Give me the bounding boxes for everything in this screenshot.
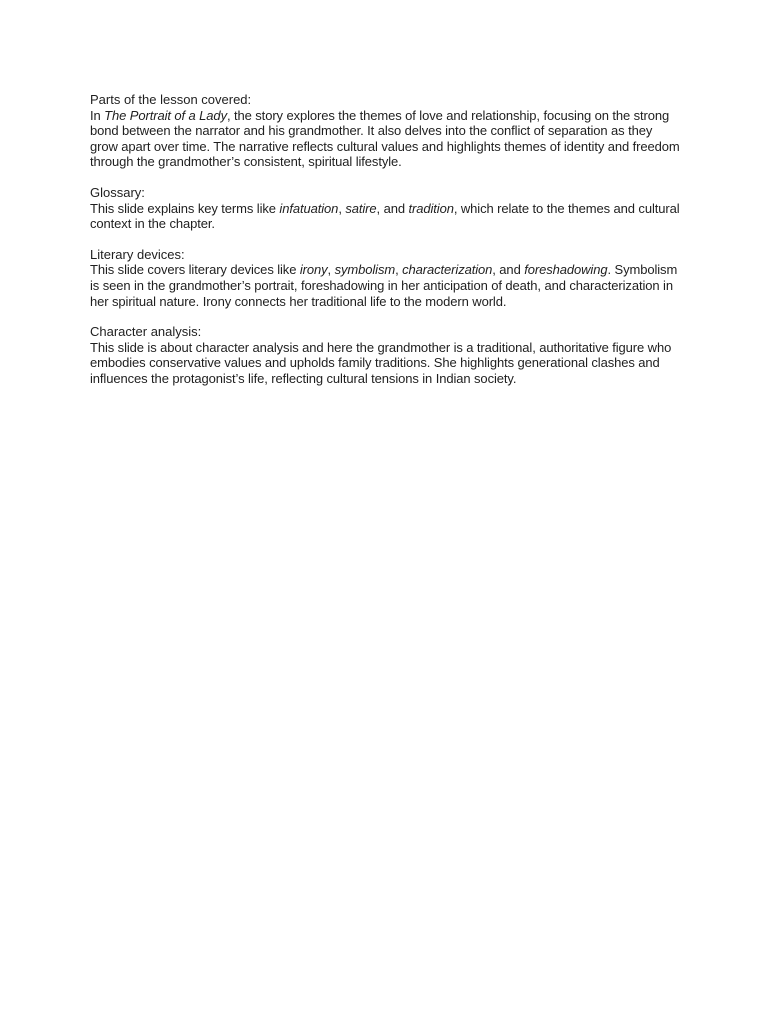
body-text: . Symbolism is seen in the grandmother’s portrait, foreshadowing in her anticipation of death, and characterization in her spiritual nature. Irony connects her traditional life to the modern world. [90, 262, 678, 309]
section-character-analysis [90, 324, 682, 386]
section-heading: Parts of the lesson covered: [90, 92, 252, 107]
body-text-italic: characterization [402, 262, 493, 278]
body-text: , [338, 200, 346, 216]
body-text: , which relate to the themes and cultural context in the chapter. [90, 200, 680, 232]
body-text: This slide explains key terms like [90, 200, 280, 216]
body-text: , the story explores the themes of love and relationship, focusing on the strong bond between the narrator and his grandmother. It also delves into the conflict of separation as they grow apart over time. The narrative reflects cultural values and highlights themes of identity and freedom through the grandmother’s consistent, spiritual lifestyle. [90, 107, 680, 170]
section-body [90, 108, 682, 170]
body-text: , [395, 262, 403, 278]
section-lesson-covered [90, 92, 682, 170]
body-text: , and [492, 262, 525, 278]
section-heading: Glossary: [90, 184, 145, 200]
body-text: In [90, 107, 105, 123]
body-text-italic: tradition [408, 200, 454, 216]
section-body [90, 340, 682, 387]
section-heading: Character analysis: [90, 324, 202, 340]
body-text: , [327, 262, 335, 278]
body-text: This slide covers literary devices like [90, 262, 300, 278]
body-text: , and [376, 200, 409, 216]
body-text-italic: irony [299, 262, 328, 278]
section-body [90, 201, 682, 232]
section-glossary [90, 185, 682, 232]
body-text-italic: symbolism [334, 262, 396, 278]
body-text-italic: satire [345, 200, 377, 216]
body-text-italic: infatuation [279, 200, 339, 216]
section-literary-devices [90, 247, 682, 309]
body-text-italic: foreshadowing [524, 262, 608, 278]
section-body [90, 262, 682, 309]
document-page [90, 92, 682, 402]
section-heading: Literary devices: [90, 246, 185, 262]
body-text: This slide is about character analysis and here the grandmother is a traditional, authoritative figure who embodies conservative values and upholds family traditions. She highlights generational clashes and influences the protagonist’s life, reflecting cultural tensions in Indian society. [90, 339, 672, 386]
body-text-italic: The Portrait of a Lady [104, 107, 227, 123]
